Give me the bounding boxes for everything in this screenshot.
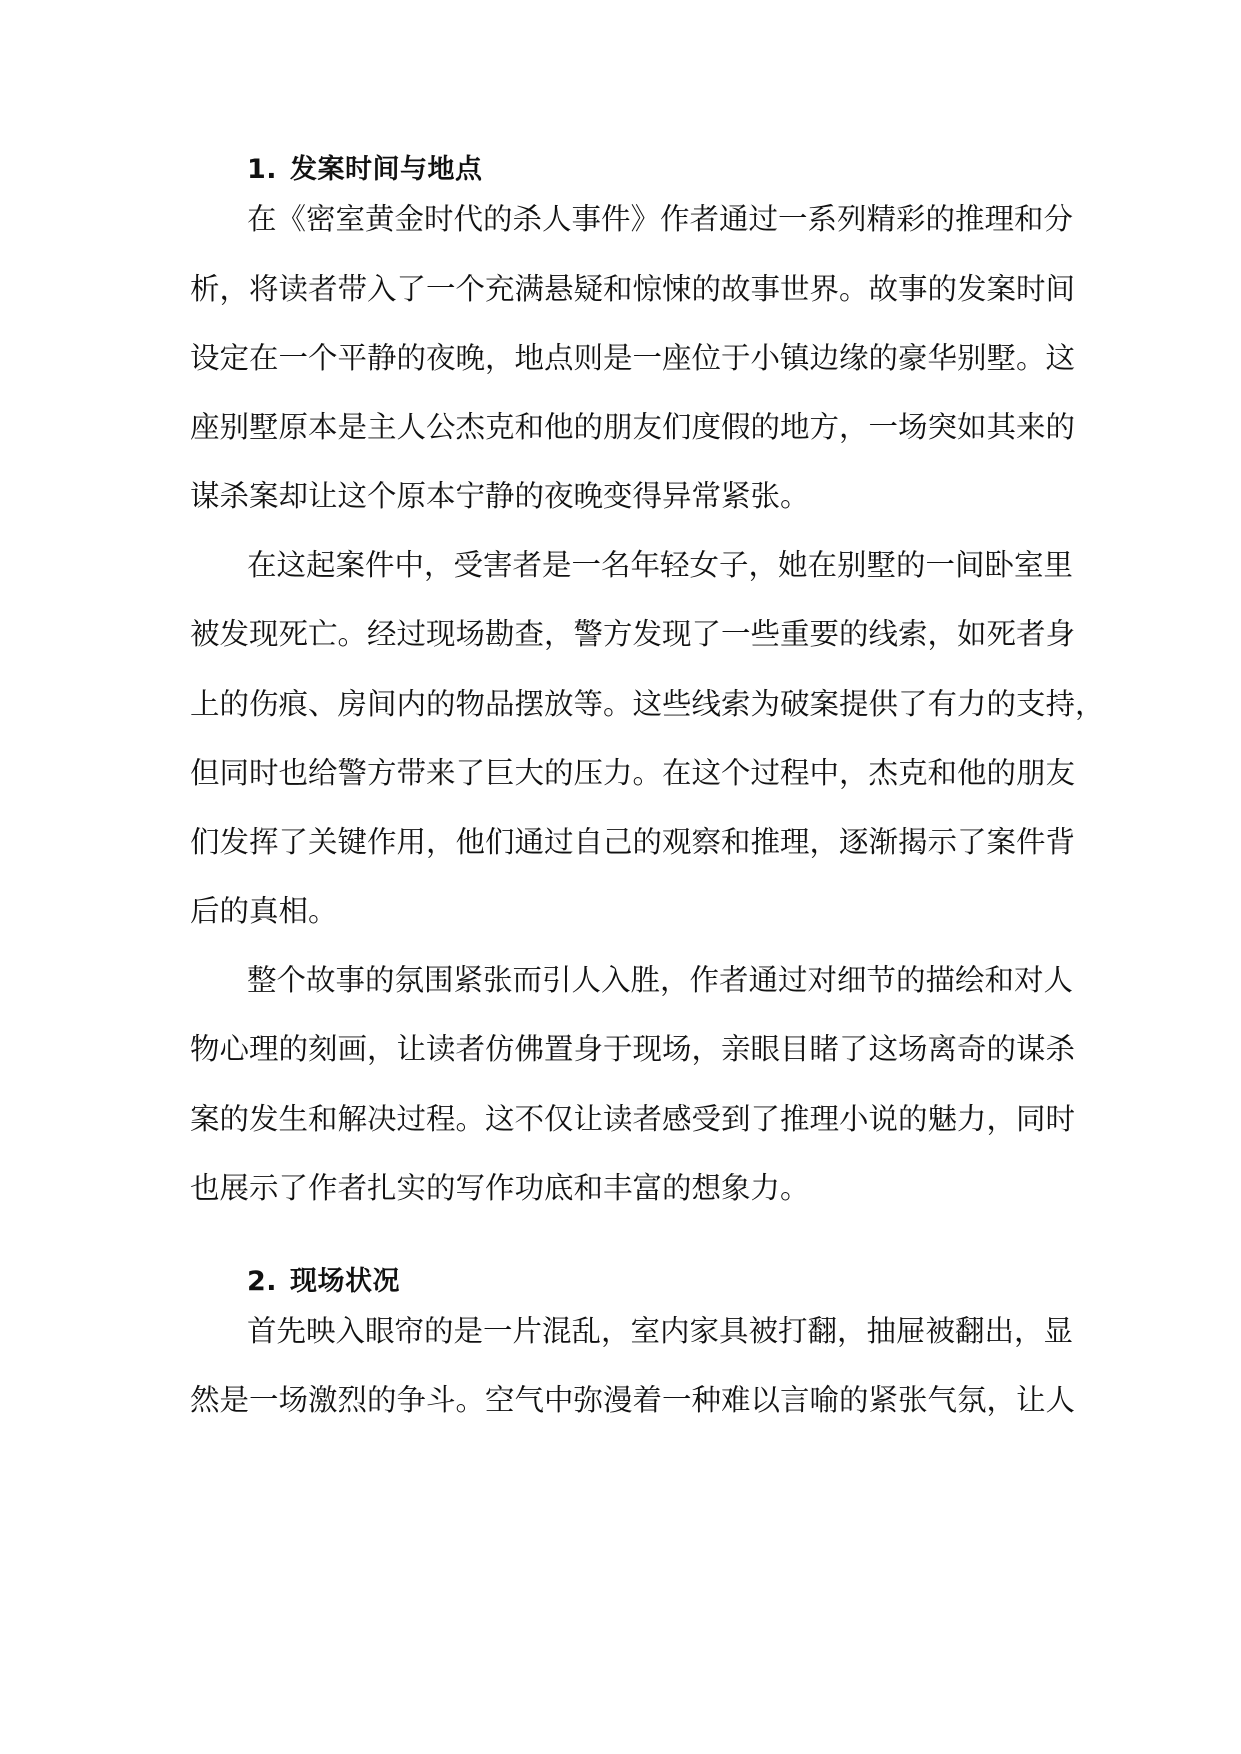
section-number: 2.: [247, 1266, 278, 1297]
section-heading: [247, 150, 483, 190]
paragraph-line: 然是一场激烈的争斗。空气中弥漫着一种难以言喻的紧张气氛，让人: [190, 1383, 1076, 1417]
paragraph-line: 在《密室黄金时代的杀人事件》作者通过一系列精彩的推理和分: [247, 202, 1074, 236]
paragraph-line: 在这起案件中，受害者是一名年轻女子，她在别墅的一间卧室里: [247, 548, 1074, 582]
section-number: 1.: [247, 154, 278, 185]
paragraph-line: 被发现死亡。经过现场勘查，警方发现了一些重要的线索，如死者身: [190, 617, 1076, 651]
paragraph-line: 谋杀案却让这个原本宁静的夜晚变得异常紧张。: [190, 479, 810, 513]
paragraph-line: 析，将读者带入了一个充满悬疑和惊悚的故事世界。故事的发案时间: [190, 272, 1076, 306]
paragraph-line: 但同时也给警方带来了巨大的压力。在这个过程中，杰克和他的朋友: [190, 756, 1076, 790]
section-title: 发案时间与地点: [290, 154, 483, 185]
paragraph-line: 们发挥了关键作用，他们通过自己的观察和推理，逐渐揭示了案件背: [190, 825, 1076, 859]
paragraph-line: 设定在一个平静的夜晚，地点则是一座位于小镇边缘的豪华别墅。这: [190, 341, 1076, 375]
paragraph-line: 座别墅原本是主人公杰克和他的朋友们度假的地方，一场突如其来的: [190, 410, 1076, 444]
paragraph-line: 案的发生和解决过程。这不仅让读者感受到了推理小说的魅力，同时: [190, 1102, 1076, 1136]
paragraph-line: 整个故事的氛围紧张而引人入胜，作者通过对细节的描绘和对人: [247, 963, 1074, 997]
section-title: 现场状况: [290, 1266, 400, 1297]
paragraph-line: 后的真相。: [190, 894, 338, 928]
paragraph-line: 上的伤痕、房间内的物品摆放等。这些线索为破案提供了有力的支持，: [190, 687, 1105, 721]
paragraph-line: 也展示了作者扎实的写作功底和丰富的想象力。: [190, 1171, 810, 1205]
paragraph-line: 物心理的刻画，让读者仿佛置身于现场，亲眼目睹了这场离奇的谋杀: [190, 1032, 1076, 1066]
paragraph-line: 首先映入眼帘的是一片混乱，室内家具被打翻，抽屉被翻出，显: [247, 1314, 1074, 1348]
section-heading: [247, 1262, 400, 1302]
